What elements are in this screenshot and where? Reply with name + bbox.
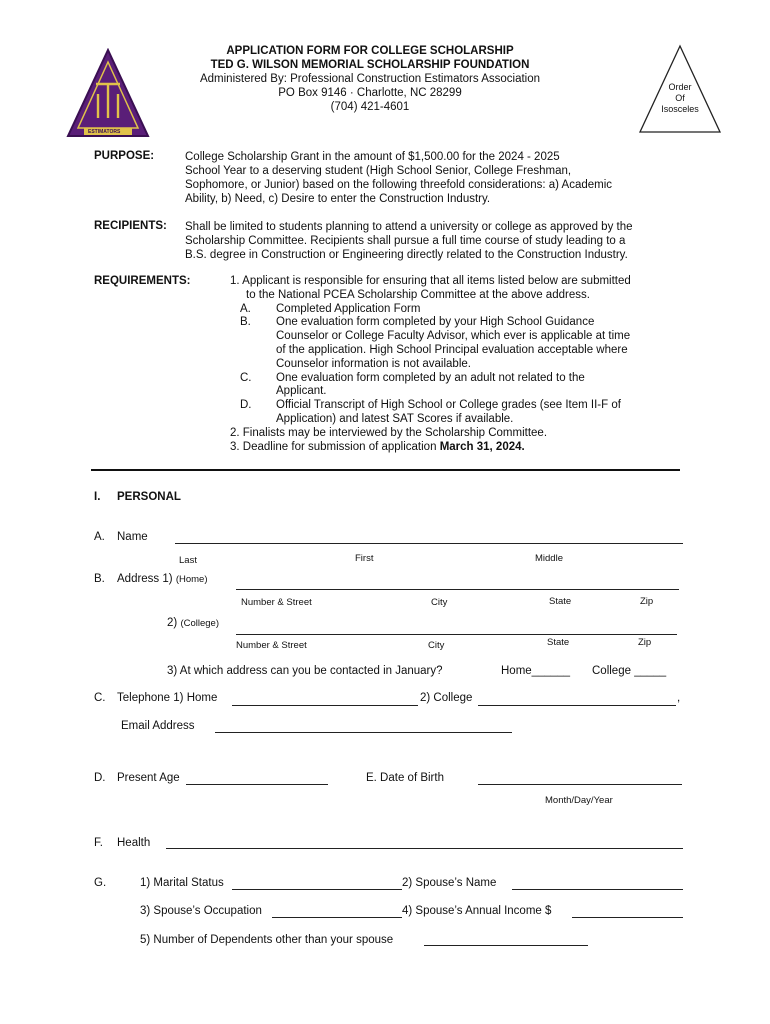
date-of-birth-field[interactable] xyxy=(478,784,682,785)
item-letter-d: D. xyxy=(94,772,106,784)
purpose-label: PURPOSE: xyxy=(94,150,155,162)
administered-by: Administered By: Professional Construction Estimators Association xyxy=(199,73,541,85)
telephone-home-label: Telephone 1) Home xyxy=(117,692,218,704)
section-divider xyxy=(91,469,680,471)
badge-line-3: Isosceles xyxy=(661,104,699,114)
home-street-hint: Number & Street xyxy=(241,597,312,608)
order-of-isosceles-badge xyxy=(638,44,722,136)
item-letter-c: C. xyxy=(94,692,106,704)
dependents-field[interactable] xyxy=(424,945,588,946)
item-letter-g: G. xyxy=(94,877,107,889)
present-age-label: Present Age xyxy=(117,772,180,784)
telephone-home-field[interactable] xyxy=(232,705,418,706)
spouse-occupation-label: 3) Spouse’s Occupation xyxy=(140,905,262,917)
section-roman-numeral: I. xyxy=(94,491,101,503)
spouse-income-field[interactable] xyxy=(572,917,683,918)
spouse-income-label: 4) Spouse’s Annual Income $ xyxy=(402,905,552,917)
college-street-hint: Number & Street xyxy=(236,640,307,651)
college-address-label: 2) (College) xyxy=(167,617,219,629)
health-field[interactable] xyxy=(166,848,683,849)
email-label: Email Address xyxy=(121,720,195,732)
college-state-hint: State xyxy=(547,637,570,648)
section-title-personal: PERSONAL xyxy=(117,491,181,503)
home-address-field[interactable] xyxy=(236,589,679,590)
item-letter-a: A. xyxy=(94,531,105,543)
recipients-label: RECIPIENTS: xyxy=(94,220,167,232)
email-field[interactable] xyxy=(215,732,512,733)
dependents-label: 5) Number of Dependents other than your spouse xyxy=(140,934,394,946)
telephone-comma: , xyxy=(677,692,681,704)
badge-line-1: Order xyxy=(668,82,692,92)
college-city-hint: City xyxy=(428,640,445,651)
mailing-address: PO Box 9146 · Charlotte, NC 28299 xyxy=(278,87,462,99)
item-letter-b: B. xyxy=(94,573,105,585)
health-label: Health xyxy=(117,837,151,849)
spouse-name-field[interactable] xyxy=(512,889,683,890)
telephone-college-label: 2) College xyxy=(420,692,473,704)
name-field[interactable] xyxy=(175,543,683,544)
contact-home-option[interactable]: Home______ xyxy=(501,665,571,677)
badge-line-2: Of xyxy=(675,93,685,103)
association-logo xyxy=(66,48,150,140)
address-label: Address 1) (Home) xyxy=(117,573,208,585)
home-zip-hint: Zip xyxy=(640,596,654,607)
middle-name-hint: Middle xyxy=(535,553,563,564)
foundation-name: TED G. WILSON MEMORIAL SCHOLARSHIP FOUNDATION xyxy=(210,59,530,71)
present-age-field[interactable] xyxy=(186,784,328,785)
telephone-college-field[interactable] xyxy=(478,705,676,706)
form-header xyxy=(180,44,560,114)
spouse-occupation-field[interactable] xyxy=(272,917,402,918)
college-zip-hint: Zip xyxy=(638,637,652,648)
phone-number: (704) 421-4601 xyxy=(330,101,410,113)
recipients-text: Shall be limited to students planning to attend a university or college as approved by the Scholarship Committee. Recipients shall pursue a full time course of study leading to a B.S. degree in Construction or Engineering directly related to the Construction Industry. xyxy=(185,221,633,261)
purpose-text: College Scholarship Grant in the amount of $1,500.00 for the 2024 - 2025 School Year to a deserving student (High School Senior, College Freshman, Sophomore, or Junior) based on the following threefold considerations: a) Academic Ability, b) Need, c) Desire to enter the Construction Industry. xyxy=(185,151,613,205)
date-of-birth-hint: Month/Day/Year xyxy=(545,795,613,806)
first-name-hint: First xyxy=(355,553,374,564)
requirements-text: 1. Applicant is responsible for ensuring that all items listed below are submitted to the National PCEA Scholarship Committee at the above address. A. Completed Application Form B. One evaluation form completed by your High School Guidance Counselor or College Faculty Advisor, which ever is applicable at time of the application. High School Principal evaluation acceptable where Counselor information is not available. C. One evaluation form completed by an adult not related to the Applicant. D. Official Transcript of High School or College grades (see Item II-F of Application) and latest SAT Scores if available. 2. Finalists may be interviewed by the Scholarship Committee. 3. Deadline for submission of application March 31, 2024. xyxy=(230,275,631,453)
marital-status-field[interactable] xyxy=(232,889,402,890)
spouse-name-label: 2) Spouse’s Name xyxy=(402,877,497,889)
name-label: Name xyxy=(117,531,148,543)
item-letter-f: F. xyxy=(94,837,103,849)
home-state-hint: State xyxy=(549,596,572,607)
marital-status-label: 1) Marital Status xyxy=(140,877,224,889)
contact-question: 3) At which address can you be contacted in January? xyxy=(167,665,443,677)
logo-text: ESTIMATORS xyxy=(88,129,121,135)
form-title: APPLICATION FORM FOR COLLEGE SCHOLARSHIP xyxy=(226,45,514,57)
last-name-hint: Last xyxy=(179,555,197,566)
contact-college-option[interactable]: College _____ xyxy=(592,665,667,677)
home-city-hint: City xyxy=(431,597,448,608)
date-of-birth-label: E. Date of Birth xyxy=(366,772,444,784)
requirements-label: REQUIREMENTS: xyxy=(94,275,191,287)
college-address-field[interactable] xyxy=(236,634,677,635)
